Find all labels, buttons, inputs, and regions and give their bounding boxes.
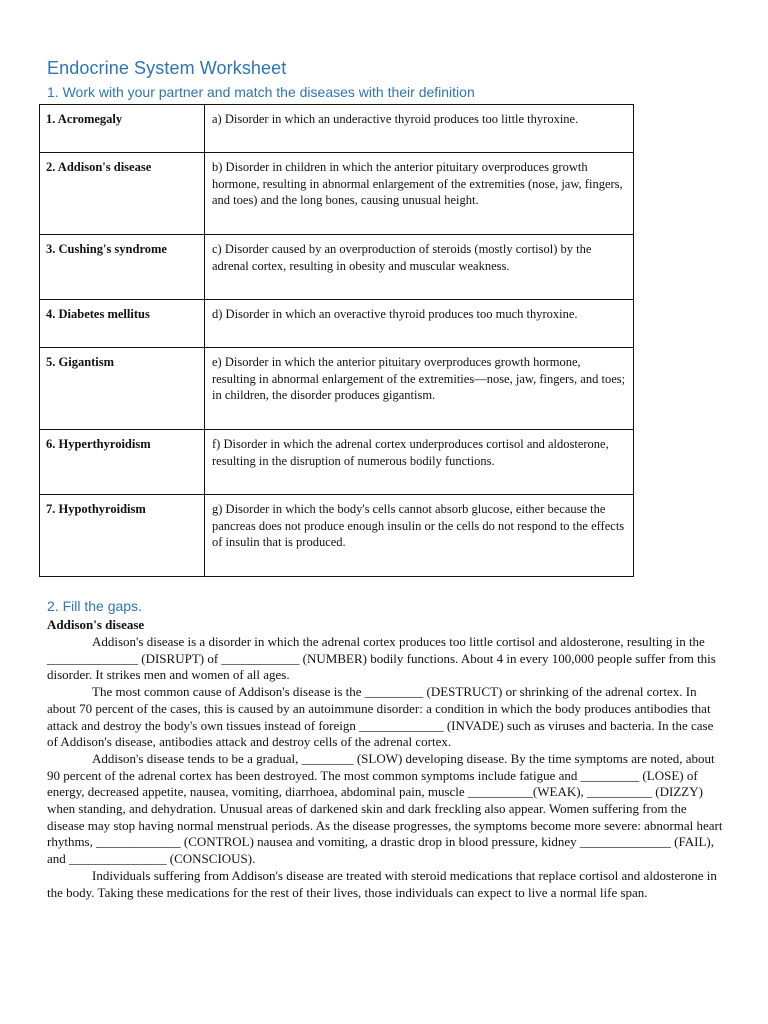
passage-paragraph: Addison's disease tends to be a gradual, ________ (SLOW) developing disease. By the time symptoms are noted, about 90 percent of the adrenal cortex has been destroyed. The most common symptoms include fatigue and _________ (LOSE) of energy, decreased appetite, nausea, vomiting, diarrhoea, abdominal pain, muscle __________(WEAK), __________ (DIZZY) when standing, and dehydration. Unusual areas of darkened skin and dark freckling also appear. Women suffering from the disease may stop having normal menstrual periods. As the disease progresses, the symptoms become more severe: abnormal heart rhythms, _____________ (CONTROL) nausea and vomiting, a drastic drop in blood pressure, kidney ______________ (FAIL), and _______________ (CONSCIOUS). (47, 750, 723, 867)
page-title: Endocrine System Worksheet (47, 58, 287, 78)
disease-definition: d) Disorder in which an overactive thyroid produces too much thyroxine. (205, 300, 634, 348)
passage-title: Addison's disease (47, 617, 145, 632)
disease-definition: g) Disorder in which the body's cells cannot absorb glucose, either because the pancreas does not produce enough insulin or the cells do not respond to the effects of insulin that is produced. (205, 495, 634, 577)
disease-term: 4. Diabetes mellitus (40, 300, 205, 348)
disease-definition: a) Disorder in which an underactive thyroid produces too little thyroxine. (205, 105, 634, 153)
section2-heading: 2. Fill the gaps. (47, 598, 142, 614)
table-row (40, 495, 634, 577)
disease-term: 3. Cushing's syndrome (40, 235, 205, 300)
table-row (40, 430, 634, 495)
table-row (40, 235, 634, 300)
disease-term: 6. Hyperthyroidism (40, 430, 205, 495)
matching-table (39, 104, 634, 577)
passage-body (47, 634, 727, 901)
table-row (40, 105, 634, 153)
disease-definition: b) Disorder in children in which the anterior pituitary overproduces growth hormone, resulting in abnormal enlargement of the extremities (nose, jaw, fingers, and toes) and the long bones, causing unusual height. (205, 153, 634, 235)
disease-term: 1. Acromegaly (40, 105, 205, 153)
table-row (40, 153, 634, 235)
section1-heading: 1. Work with your partner and match the diseases with their definition (47, 84, 475, 100)
passage-paragraph: Addison's disease is a disorder in which the adrenal cortex produces too little cortisol and aldosterone, resulting in the ______________ (DISRUPT) of ____________ (NUMBER) bodily functions. About 4 in every 100,000 people suffer from this disorder. It strikes men and women of all ages. (47, 634, 716, 683)
disease-definition: f) Disorder in which the adrenal cortex underproduces cortisol and aldosterone, resulting in the disruption of numerous bodily functions. (205, 430, 634, 495)
table-row (40, 348, 634, 430)
passage-paragraph: Individuals suffering from Addison's disease are treated with steroid medications that replace cortisol and aldosterone in the body. Taking these medications for the rest of their lives, those individuals can expect to live a normal life span. (47, 867, 717, 900)
passage-paragraph: The most common cause of Addison's disease is the _________ (DESTRUCT) or shrinking of the adrenal cortex. In about 70 percent of the cases, this is caused by an autoimmune disorder: a condition in which the body produces antibodies that attack and destroy the body's own tissues instead of foreign _____________ (INVADE) such as viruses and bacteria. In the case of Addison's disease, antibodies attack and destroy cells of the adrenal cortex. (47, 684, 714, 750)
disease-definition: c) Disorder caused by an overproduction of steroids (mostly cortisol) by the adrenal cortex, resulting in obesity and muscular weakness. (205, 235, 634, 300)
disease-definition: e) Disorder in which the anterior pituitary overproduces growth hormone, resulting in abnormal enlargement of the extremities—nose, jaw, fingers, and toes; in children, the disorder produces gigantism. (205, 348, 634, 430)
disease-term: 2. Addison's disease (40, 153, 205, 235)
disease-term: 5. Gigantism (40, 348, 205, 430)
table-row (40, 300, 634, 348)
disease-term: 7. Hypothyroidism (40, 495, 205, 577)
